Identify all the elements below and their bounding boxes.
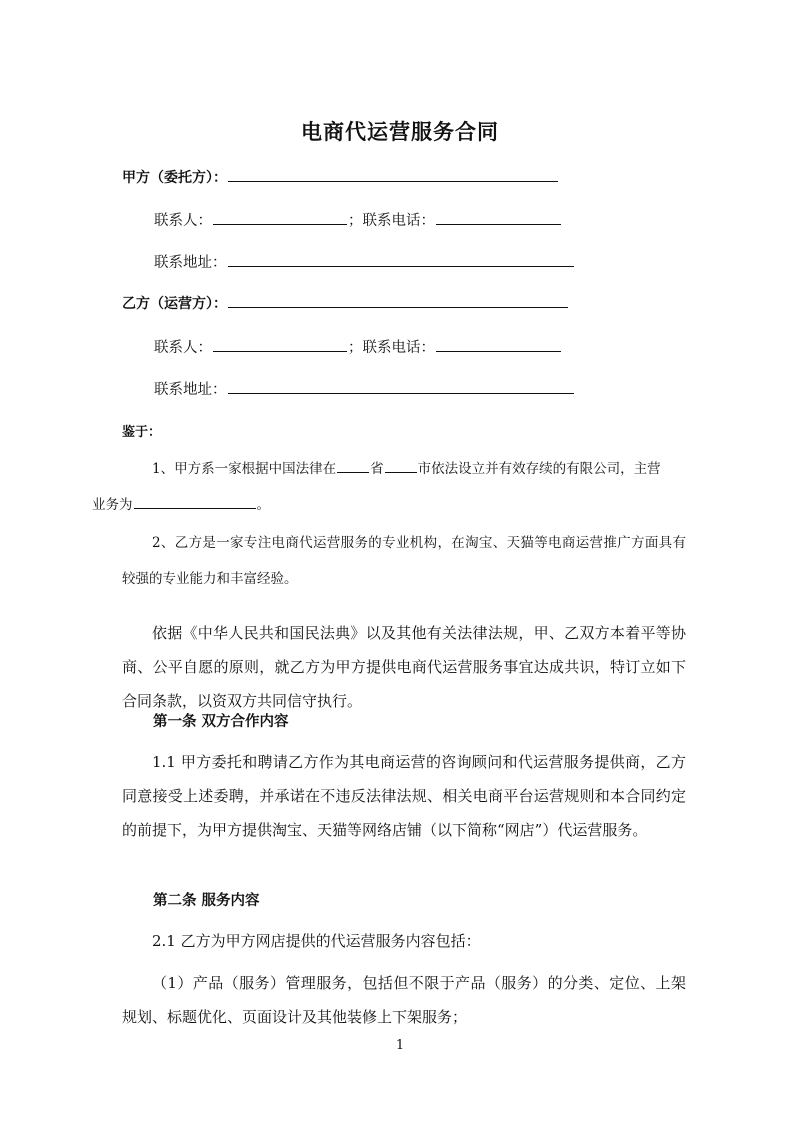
party-b-address-blank[interactable] <box>228 379 574 394</box>
party-b-phone-label: ；联系电话： <box>348 340 435 356</box>
party-a-address-label: 联系地址： <box>154 255 227 271</box>
party-b-blank[interactable] <box>228 293 568 308</box>
page-number: 1 <box>395 1038 405 1053</box>
whereas-item-1-text-e: 。 <box>256 497 270 513</box>
whereas-item-1-text-a: 1、甲方系一家根据中国法律在 <box>152 461 337 477</box>
document-title: 电商代运营服务合同 <box>301 120 499 144</box>
party-b-label: 乙方（运营方）： <box>122 296 227 312</box>
party-b-address-line <box>154 378 575 399</box>
whereas-item-1 <box>92 451 686 523</box>
whereas-item-2: 2、乙方是一家专注电商代运营服务的专业机构，在淘宝、天猫等电商运营推广方面具有较强的专业能力和丰富经验。 <box>122 535 686 587</box>
party-a-address-line <box>154 251 575 272</box>
business-blank[interactable] <box>134 494 256 509</box>
party-a-contact-line <box>154 209 562 230</box>
clause-1-1: 1.1 甲方委托和聘请乙方作为其电商运营的咨询顾问和代运营服务提供商，乙方同意接受上述委聘，并承诺在不违反法律法规、相关电商平台运营规则和本合同约定的前提下，为甲方提供淘宝、天猫等网络店铺（以下简称“网店”）代运营服务。 <box>122 753 686 839</box>
party-b-contact-line <box>154 336 562 357</box>
whereas-item-1-text-b: 省 <box>370 461 384 477</box>
province-blank[interactable] <box>337 458 369 473</box>
party-a-contact-blank[interactable] <box>213 210 347 225</box>
clause-2-1-item-1: （1）产品（服务）管理服务，包括但不限于产品（服务）的分类、定位、上架规划、标题优化、页面设计及其他装修上下架服务； <box>122 974 686 1026</box>
article-2-heading: 第二条 服务内容 <box>153 893 260 909</box>
party-a-label: 甲方（委托方）： <box>122 170 227 186</box>
whereas-item-1-text-d: 业务为 <box>92 497 133 513</box>
party-b-phone-blank[interactable] <box>436 337 561 352</box>
clause-2-1: 2.1 乙方为甲方网店提供的代运营服务内容包括： <box>152 932 481 950</box>
party-b-address-label: 联系地址： <box>154 382 227 398</box>
preamble-paragraph: 依据《中华人民共和国民法典》以及其他有关法律法规，甲、乙双方本着平等协商、公平自愿的原则，就乙方为甲方提供电商代运营服务事宜达成共识，特订立如下合同条款，以资双方共同信守执行。 <box>122 624 686 710</box>
city-blank[interactable] <box>385 458 417 473</box>
party-a-contact-label: 联系人： <box>154 213 212 229</box>
whereas-item-1-text-c: 市依法设立并有效存续的有限公司，主营 <box>417 461 661 477</box>
party-a-blank[interactable] <box>228 167 558 182</box>
party-a-address-blank[interactable] <box>228 252 574 267</box>
party-b-contact-blank[interactable] <box>213 337 347 352</box>
party-a-phone-label: ；联系电话： <box>348 213 435 229</box>
party-a-phone-blank[interactable] <box>436 210 561 225</box>
whereas-label: 鉴于： <box>122 425 162 440</box>
party-b-line <box>122 293 569 313</box>
party-b-contact-label: 联系人： <box>154 340 212 356</box>
article-1-heading: 第一条 双方合作内容 <box>153 714 289 730</box>
party-a-line <box>122 167 559 187</box>
